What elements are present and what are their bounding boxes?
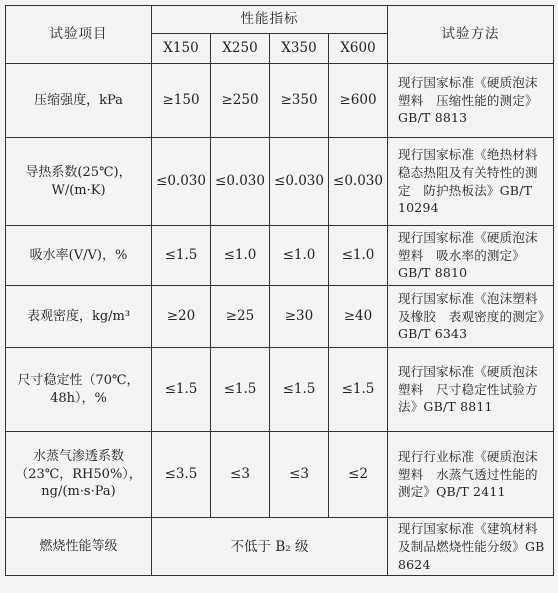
- row-value: ≤2: [329, 432, 388, 518]
- row-value: ≥20: [152, 286, 211, 348]
- row-value: ≤0.030: [152, 138, 211, 226]
- row-item: 吸水率(V/V)，%: [6, 226, 152, 286]
- spec-table-container: [5, 5, 554, 576]
- header-spec: 性能指标: [152, 6, 388, 34]
- row-value: ≤1.0: [329, 226, 388, 286]
- row-value: ≤1.0: [211, 226, 270, 286]
- row-value: ≤1.5: [211, 348, 270, 432]
- grade-header: X250: [211, 34, 270, 64]
- row-value: ≤0.030: [270, 138, 329, 226]
- table-row: [6, 64, 554, 138]
- row-value: ≤0.030: [211, 138, 270, 226]
- row-method: 现行国家标准《绝热材料稳态热阻及有关特性的测定 防护热板法》GB/T 10294: [388, 138, 554, 226]
- row-value: ≥25: [211, 286, 270, 348]
- fire-value: 不低于 B₂ 级: [152, 518, 388, 576]
- fire-row: [6, 518, 554, 576]
- row-value: ≥150: [152, 64, 211, 138]
- row-item: 尺寸稳定性（70℃，48h），%: [6, 348, 152, 432]
- row-value: ≤3: [211, 432, 270, 518]
- row-value: ≤1.5: [329, 348, 388, 432]
- table-row: [6, 138, 554, 226]
- row-value: ≥350: [270, 64, 329, 138]
- row-value: ≤1.5: [270, 348, 329, 432]
- row-value: ≤1.5: [152, 348, 211, 432]
- row-item: 表观密度，kg/m³: [6, 286, 152, 348]
- header-row: [6, 6, 554, 34]
- row-item: 压缩强度，kPa: [6, 64, 152, 138]
- row-value: ≤1.0: [270, 226, 329, 286]
- row-method: 现行国家标准《硬质泡沫塑料 尺寸稳定性试验方法》GB/T 8811: [388, 348, 554, 432]
- header-method: 试验方法: [388, 6, 554, 64]
- table-row: [6, 226, 554, 286]
- row-method: 现行行业标准《硬质泡沫塑料 水蒸气透过性能的测定》QB/T 2411: [388, 432, 554, 518]
- table-row: [6, 286, 554, 348]
- fire-method: 现行国家标准《建筑材料及制品燃烧性能分级》GB 8624: [388, 518, 554, 576]
- spec-table: [5, 5, 554, 576]
- row-value: ≥250: [211, 64, 270, 138]
- row-value: ≤3: [270, 432, 329, 518]
- row-item: 水蒸气渗透系数（23℃，RH50%），ng/(m·s·Pa): [6, 432, 152, 518]
- header-item: 试验项目: [6, 6, 152, 64]
- row-method: 现行国家标准《泡沫塑料及橡胶 表观密度的测定》GB/T 6343: [388, 286, 554, 348]
- grade-header: X150: [152, 34, 211, 64]
- row-value: ≤3.5: [152, 432, 211, 518]
- row-value: ≤1.5: [152, 226, 211, 286]
- row-value: ≥30: [270, 286, 329, 348]
- fire-item: 燃烧性能等级: [6, 518, 152, 576]
- table-row: [6, 432, 554, 518]
- row-method: 现行国家标准《硬质泡沫塑料 压缩性能的测定》GB/T 8813: [388, 64, 554, 138]
- row-method: 现行国家标准《硬质泡沫塑料 吸水率的测定》GB/T 8810: [388, 226, 554, 286]
- row-value: ≥600: [329, 64, 388, 138]
- table-row: [6, 348, 554, 432]
- grade-header: X600: [329, 34, 388, 64]
- grade-header: X350: [270, 34, 329, 64]
- row-item: 导热系数(25℃)，W/(m·K): [6, 138, 152, 226]
- row-value: ≥40: [329, 286, 388, 348]
- row-value: ≤0.030: [329, 138, 388, 226]
